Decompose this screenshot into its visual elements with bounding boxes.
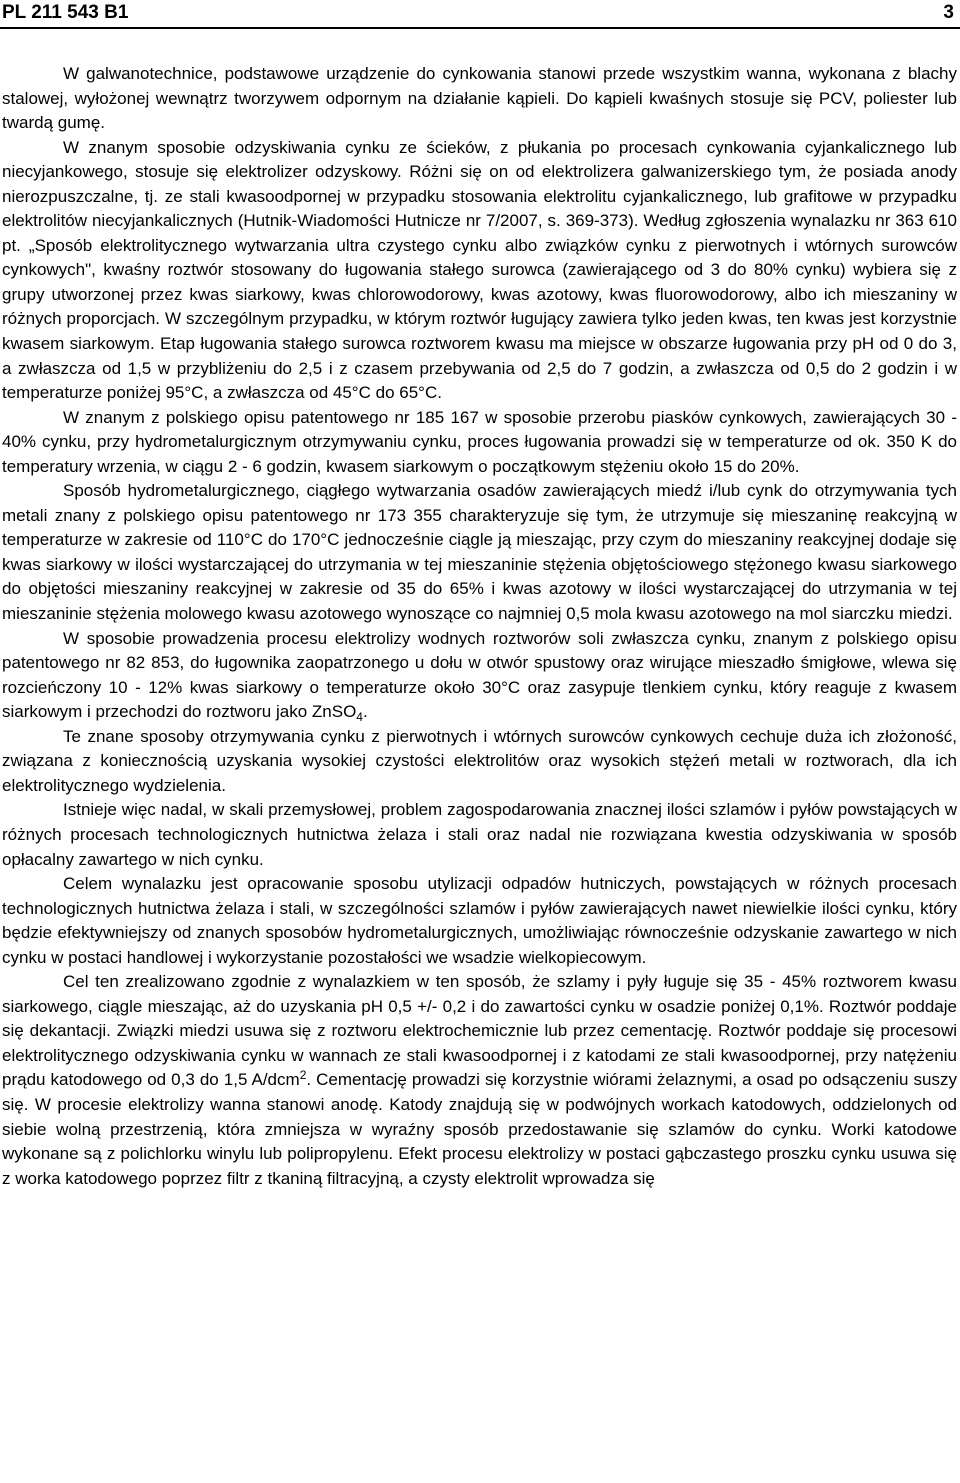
paragraph <box>2 136 957 406</box>
paragraph <box>2 872 957 970</box>
paragraph-text: W galwanotechnice, podstawowe urządzenie do cynkowania stanowi przede wszystkim wanna, wykonana z blachy stalowej, wyłożonej wewnątrz tworzywem odpornym na działanie kąpieli. Do kąpieli kwaśnych stosuje się PCV, poliester lub twardą gumę. <box>2 64 957 133</box>
paragraph <box>2 479 957 626</box>
document-body <box>2 62 957 1191</box>
superscript: 2 <box>299 1068 307 1083</box>
paragraph-text: Celem wynalazku jest opracowanie sposobu utylizacji odpadów hutniczych, powstających w różnych procesach technologicznych hutnictwa żelaza i stali, w szczególności szlamów i pyłów zawierających nawet niewielkie ilości cynku, który będzie efektywniejszy od znanych sposobów hydrometalurgicznych, umożliwiając równocześnie odzyskanie zawartego w nich cynku w postaci handlowej i wykorzystanie pozostałości we wsadzie wielkopiecowym. <box>2 874 957 967</box>
paragraph-text: . Cementację prowadzi się korzystnie wiórami żelaznymi, a osad po odsączeniu suszy się. W procesie elektrolizy wanna stanowi anodę. Katody znajdują się w podwójnych workach katodowych, oddzielonych od siebie wolną przestrzenią, która zmniejsza w wyraźny sposób przedostawanie się szlamów do cynku. Worki katodowe wykonane są z polichlorku winylu lub polipropylenu. Efekt procesu elektrolizy w postaci gąbczastego proszku cynku usuwa się z worka katodowego poprzez filtr z tkaniną filtracyjną, a czysty elektrolit wprowadza się <box>2 1070 958 1188</box>
paragraph-text: Istnieje więc nadal, w skali przemysłowej, problem zagospodarowania znacznej ilości szlamów i pyłów powstających w różnych procesach technologicznych hutnictwa żelaza i stali oraz nadal nie rozwiązana kwestia odzyskiwania w sposób opłacalny zawartego w nich cynku. <box>2 800 957 869</box>
paragraph-text: W znanym z polskiego opisu patentowego nr 185 167 w sposobie przerobu piasków cynkowych, zawierających 30 - 40% cynku, przy hydrometalurgicznym otrzymywaniu cynku, proces ługowania prowadzi się w temperaturze od ok. 350 K do temperatury wrzenia, w ciągu 2 - 6 godzin, kwasem siarkowym o początkowym stężeniu około 15 do 20%. <box>2 407 957 476</box>
paragraph-text: W sposobie prowadzenia procesu elektrolizy wodnych roztworów soli zwłaszcza cynku, znanym z polskiego opisu patentowego nr 82 853, do ługownika zaopatrzonego u dołu w otwór spustowy oraz wirujące mieszadło śmigłowe, wlewa się rozcieńczony 10 - 12% kwas siarkowy o temperaturze około 30°C oraz zasypuje tlenkiem cynku, który reaguje z kwasem siarkowym i przechodzi do roztworu jako ZnSO <box>2 628 957 722</box>
page-header <box>0 0 960 26</box>
paragraph <box>2 725 957 799</box>
paragraph <box>2 970 957 1191</box>
paragraph-text: Sposób hydrometalurgicznego, ciągłego wytwarzania osadów zawierających miedź i/lub cynk do otrzymywania tych metali znany z polskiego opisu patentowego nr 173 355 charakteryzuje się tym, że utrzymuje się mieszaninę reakcyjną w temperaturze w zakresie od 110°C do 170°C jednocześnie ciągle ją mieszając, przy czym do mieszaniny reakcyjnej dodaje się kwas siarkowy w ilości wystarczającej do utrzymania w tej mieszaninie stężenia objętościowego stężonego kwasu siarkowego do objętości mieszaniny reakcyjnej w zakresie od 35 do 65% i kwas azotowy w ilości wystarczającej do utrzymania w tej mieszaninie stężenia molowego kwasu azotowego wynoszące co najmniej 0,5 mola kwasu azotowego na mol siarczku miedzi. <box>2 481 957 624</box>
paragraph-text: Cel ten zrealizowano zgodnie z wynalazkiem w ten sposób, że szlamy i pyły ługuje się 35 - 45% roztworem kwasu siarkowego, ciągle mieszając, aż do uzyskania pH 0,5 +/- 0,2 i do zawartości cynku w osadzie poniżej 0,1%. Roztwór poddaje się dekantacji. Związki miedzi usuwa się z roztworu elektrochemicznie lub przez cementację. Roztwór poddaje się procesowi elektrolitycznego odzyskiwania cynku w wannach ze stali kwasoodpornej i z katodami ze stali kwasoodpornej, przy natężeniu prądu katodowego od 0,3 do 1,5 A/dcm <box>2 972 957 1090</box>
page-number: 3 <box>943 2 954 23</box>
paragraph-text: Te znane sposoby otrzymywania cynku z pierwotnych i wtórnych surowców cynkowych cechuje duża ich złożoność, związana z koniecznością uzyskania wysokiej czystości elektrolitów oraz wysokich stężeń metali w roztworach, dla ich elektrolitycznego wydzielenia. <box>2 726 957 795</box>
paragraph <box>2 627 957 725</box>
subscript: 4 <box>356 710 363 725</box>
paragraph <box>2 406 957 480</box>
header-divider <box>0 27 960 29</box>
paragraph <box>2 62 957 136</box>
patent-number: PL 211 543 B1 <box>2 2 129 23</box>
paragraph-text: . <box>362 702 368 722</box>
paragraph-text: W znanym sposobie odzyskiwania cynku ze ścieków, z płukania po procesach cynkowania cyjankalicznego lub niecyjankowego, stosuje się elektrolizer odzyskowy. Różni się on od elektrolizera galwanizerskiego tym, że posiada anody nierozpuszczalne, tj. ze stali kwasoodpornej w przypadku stosowania elektrolitu cyjankalicznego, lub grafitowe w przypadku elektrolitów niecyjankalicznych (Hutnik-Wiadomości Hutnicze nr 7/2007, s. 369-373). Według zgłoszenia wynalazku nr 363 610 pt. „Sposób elektrolitycznego wytwarzania ultra czystego cynku albo związków cynku z pierwotnych i wtórnych surowców cynkowych", kwaśny roztwór stosowany do ługowania stałego surowca (zawierającego od 3 do 80% cynku) wybiera się z grupy utworzonej przez kwas siarkowy, kwas chlorowodorowy, kwas azotowy, kwas fluorowodorowy, albo ich mieszaniny w różnych proporcjach. W szczególnym przypadku, w którym roztwór ługujący zawiera tylko jeden kwas, ten kwas jest korzystnie kwasem siarkowym. Etap ługowania stałego surowca roztworem kwasu ma miejsce w obszarze ługowania przy pH od 0 do 3, a zwłaszcza od 1,5 w przybliżeniu do 2,5 i z czasem przebywania od 2,5 do 7 godzin, a zwłaszcza od 0,5 do 2 godzin i w temperaturze poniżej 95°C, a zwłaszcza od 45°C do 65°C. <box>2 137 957 403</box>
paragraph <box>2 798 957 872</box>
